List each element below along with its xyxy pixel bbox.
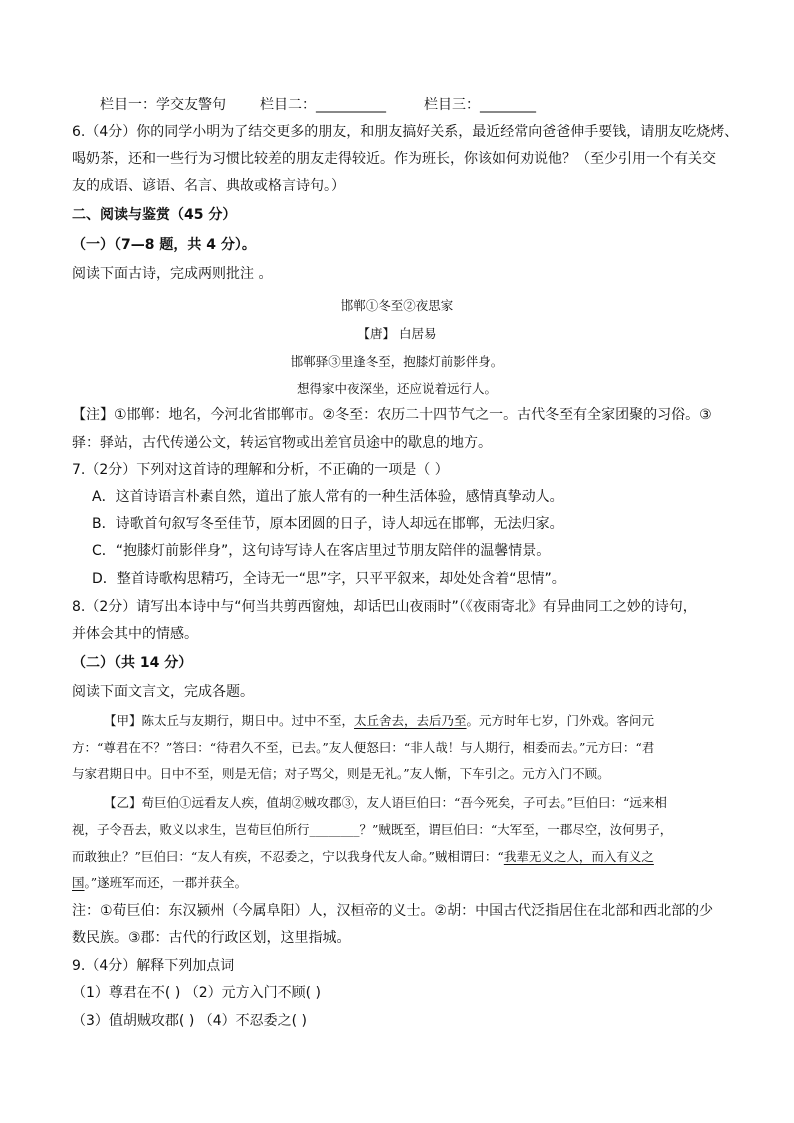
question-9: 9.（4分）解释下列加点词 xyxy=(72,958,235,974)
poem-author: 【唐】 白居易 xyxy=(357,326,437,341)
passage-yi-line-1: 【乙】荀巨伯①远看友人疾，值胡②贼攻郡③，友人语巨伯曰：“吾今死矣，子可去。”巨伯曰：“远来相 xyxy=(104,795,667,810)
question-7-option-c: C．“抱膝灯前影伴身”，这句诗写诗人在客店里过节朋友陪伴的温馨情景。 xyxy=(92,543,551,559)
underlined-phrase-yi-part-2: 国 xyxy=(72,875,85,890)
question-6-line-3: 友的成语、谚语、名言、典故或格言诗句。） xyxy=(72,178,345,194)
poem-title: 邯郸①冬至②夜思家 xyxy=(340,298,454,313)
question-7: 7.（2分）下列对这首诗的理解和分析，不正确的一项是（ ） xyxy=(72,462,449,478)
reading-instruction-1: 阅读下面古诗，完成两则批注 。 xyxy=(72,266,273,282)
column-1-label: 栏目一：学交友警句 xyxy=(100,97,226,113)
reading-instruction-2: 阅读下面文言文，完成各题。 xyxy=(72,684,254,700)
passage-yi-line-3-start: 而敢独止？”巨伯曰：“友人有疾，不忍委之，宁以我身代友人命。”贼相谓曰：“ xyxy=(72,849,504,864)
passage-jia-line-1-start: 【甲】陈太丘与友期行，期日中。过中不至， xyxy=(104,713,355,728)
poem-line-2: 想得家中夜深坐，还应说着远行人。 xyxy=(296,381,497,396)
question-6-line-1: 6.（4分）你的同学小明为了结交更多的朋友，和朋友搞好关系，最近经常向爸爸伸手要钱，请朋友吃烧烤、 xyxy=(72,124,739,140)
column-3-label: 栏目三：________ xyxy=(424,97,536,113)
question-7-option-b: B．诗歌首句叙写冬至佳节，原本团圆的日子，诗人却远在邯郸，无法归家。 xyxy=(92,516,564,532)
section-2-heading: 二、阅读与鉴赏（45 分） xyxy=(72,207,237,223)
passage-jia-line-1-end: 。元方时年七岁，门外戏。客问元 xyxy=(466,713,655,728)
question-7-option-d: D．整首诗歌构思精巧，全诗无一“思”字，只平平叙来，却处处含着“思情”。 xyxy=(92,571,566,587)
question-6-line-2: 喝奶茶，还和一些行为习惯比较差的朋友走得较近。作为班长，你该如何劝说他？（至少引用一个有关交 xyxy=(72,151,716,167)
part-2-heading: （二）（共 14 分） xyxy=(72,655,193,671)
poem-line-1: 邯郸驿③里逢冬至，抱膝灯前影伴身。 xyxy=(290,354,504,369)
passage-jia-line-1 xyxy=(104,712,654,730)
passage-yi-line-3 xyxy=(72,848,654,866)
passage-yi-line-2: 视，子令吾去，败义以求生，岂荀巨伯所行________？”贼既至，谓巨伯曰：“大军至，一郡尽空，汝何男子， xyxy=(72,822,673,837)
passage-yi-line-4-end: 。”遂班军而还，一郡并获全。 xyxy=(84,875,248,890)
underlined-phrase-yi-part-1: 我辈无义之人，而入有义之 xyxy=(503,849,654,864)
passage-jia-line-3: 与家君期日中。日中不至，则是无信；对子骂父，则是无礼。”友人惭，下车引之。元方入门不顾。 xyxy=(72,766,610,781)
question-9-items-1-2: （1）尊君在不( ) （2）元方入门不顾( ) xyxy=(72,985,322,1001)
passage-jia-line-2: 方：“尊君在不？”答曰：“待君久不至，已去。”友人便怒曰：“非人哉！与人期行，相委而去。”元方曰：“君 xyxy=(72,740,655,755)
passage-yi-line-4 xyxy=(72,874,247,892)
part-1-heading: （一）（7—8 题，共 4 分）。 xyxy=(72,237,256,253)
column-2-label: 栏目二：__________ xyxy=(260,97,386,113)
underlined-phrase-jia: 太丘舍去，去后乃至 xyxy=(354,713,467,728)
passage-note-line-2: 数民族。③郡：古代的行政区划，这里指城。 xyxy=(72,930,351,946)
question-7-option-a: A．这首诗语言朴素自然，道出了旅人常有的一种生活体验，感情真挚动人。 xyxy=(92,489,564,505)
poem-note-line-1: 【注】①邯郸：地名，今河北省邯郸市。②冬至：农历二十四节气之一。古代冬至有全家团聚的习俗。③ xyxy=(72,407,712,423)
question-9-items-3-4: （3）值胡贼攻郡( ) （4）不忍委之( ) xyxy=(72,1013,308,1029)
poem-note-line-2: 驿：驿站，古代传递公文，转运官物或出差官员途中的歇息的地方。 xyxy=(72,435,492,451)
passage-note-line-1: 注：①荀巨伯：东汉颍州（今属阜阳）人，汉桓帝的义士。②胡：中国古代泛指居住在北部和西北部的少 xyxy=(72,903,714,919)
question-8-line-1: 8.（2分）请写出本诗中与“何当共剪西窗烛，却话巴山夜雨时”（《夜雨寄北》有异曲同工之妙的诗句， xyxy=(72,599,697,615)
question-8-line-2: 并体会其中的情感。 xyxy=(72,626,198,642)
